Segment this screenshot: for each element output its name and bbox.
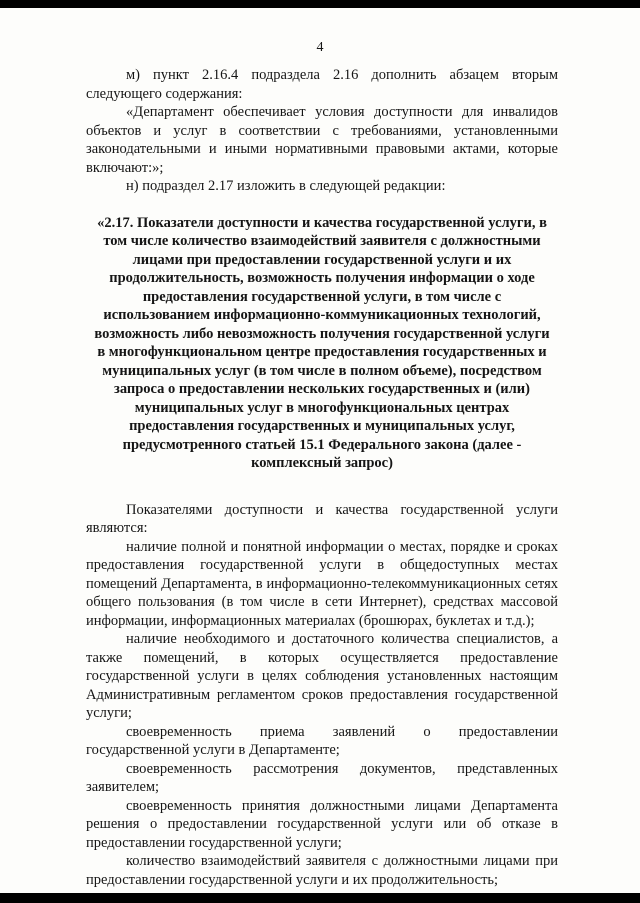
intro-paragraph-1: м) пункт 2.16.4 подраздела 2.16 дополнить абзацем вторым следующего содержания: bbox=[86, 67, 558, 102]
body-paragraph-7: количество взаимодействий заявителя с должностными лицами при предоставлении государственной услуги и их продолжительность; bbox=[86, 853, 558, 888]
section-heading: «2.17. Показатели доступности и качества государственной услуги, в том числе количество взаимодействий заявителя с должностными лицами при предоставлении государственной услуги и их продолжительность, возможность получения информации о ходе предоставления государственной услуги, в том числе с использованием информационно-коммуникационных технологий, возможность либо невозможность получения государственной услуги в многофункциональном центре предоставления государственных и муниципальных услуг (в том числе в полном объеме), посредством запроса о предоставлении нескольких государственных и (или) муниципальных услуг в многофункциональных центрах предоставления государственных и муниципальных услуг, предусмотренного статьей 15.1 Федерального закона (далее - комплексный запрос) bbox=[94, 214, 550, 471]
body-paragraph-6: своевременность принятия должностными лицами Департамента решения о предоставлении государственной услуги или об отказе в предоставлении государственной услуги; bbox=[86, 797, 558, 851]
scan-artifact-top-bar bbox=[0, 0, 640, 8]
scan-artifact-bottom-bar bbox=[0, 893, 640, 903]
document-body bbox=[86, 66, 558, 889]
body-paragraph-3: наличие необходимого и достаточного количества специалистов, а также помещений, в которых осуществляется предоставление государственной услуги в целях соблюдения установленных настоящим Административным регламентом сроков предоставления государственной услуги; bbox=[86, 631, 558, 721]
body-paragraph-5: своевременность рассмотрения документов, представленных заявителем; bbox=[86, 760, 558, 795]
body-paragraph-1: Показателями доступности и качества государственной услуги являются: bbox=[86, 501, 558, 536]
body-paragraph-2: наличие полной и понятной информации о местах, порядке и сроках предоставления государственной услуги в общедоступных местах помещений Департамента, в информационно-телекоммуникационных сетях общего пользования (в том числе в сети Интернет), средствах массовой информации, информационных материалах (брошюрах, буклетах и т.д.); bbox=[86, 538, 558, 629]
intro-paragraph-2: «Департамент обеспечивает условия доступности для инвалидов объектов и услуг в соответствии с требованиями, установленными законодательными и иными нормативными правовыми актами, которые включают:»; bbox=[86, 104, 558, 176]
intro-paragraph-3: н) подраздел 2.17 изложить в следующей редакции: bbox=[126, 178, 446, 194]
body-paragraph-4: своевременность приема заявлений о предоставлении государственной услуги в Департаменте; bbox=[86, 723, 558, 758]
page-number: 4 bbox=[316, 40, 324, 55]
